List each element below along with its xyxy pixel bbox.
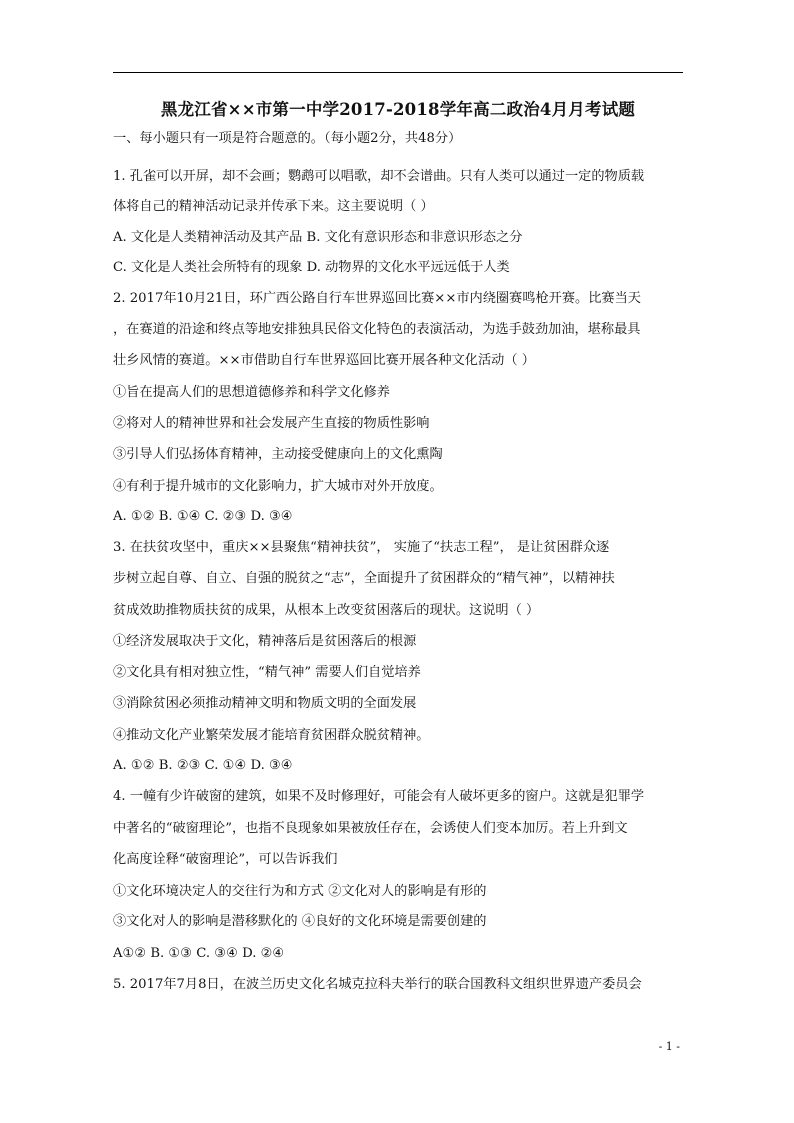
text-line: ①经济发展取决于文化，精神落后是贫困落后的根源	[113, 634, 417, 649]
text-line: A. 文化是人类精神活动及其产品 B. 文化有意识形态和非意识形态之分	[113, 230, 523, 245]
text-line: 中著名的“破窗理论”，也指不良现象如果被放任存在，会诱使人们变本加厉。若上升到文	[113, 821, 628, 836]
text-line: 3. 在扶贫攻坚中，重庆××县聚焦“精神扶贫”， 实施了“扶志工程”， 是让贫困群众逐	[113, 540, 610, 555]
text-line: ④推动文化产业繁荣发展才能培育贫困群众脱贫精神。	[113, 728, 430, 743]
text-line: ③引导人们弘扬体育精神，主动接受健康向上的文化熏陶	[113, 447, 443, 462]
page-number: - 1 -	[658, 1040, 680, 1053]
text-line: 步树立起自尊、自立、自强的脱贫之“志”，全面提升了贫困群众的“精气神”，以精神扶	[113, 571, 615, 586]
text-line: ④有利于提升城市的文化影响力，扩大城市对外开放度。	[113, 479, 443, 494]
text-line: 4. 一幢有少许破窗的建筑，如果不及时修理好，可能会有人破坏更多的窗户。这就是犯罪学	[113, 789, 645, 804]
text-line: ③消除贫困必须推动精神文明和物质文明的全面发展	[113, 696, 417, 711]
text-line: 体将自己的精神活动记录并传承下来。这主要说明（ ）	[113, 199, 434, 214]
text-line: C. 文化是人类社会所特有的现象 D. 动物界的文化水平远远低于人类	[113, 260, 510, 275]
header-rule	[113, 72, 683, 73]
text-line: 2. 2017年10月21日，环广西公路自行车世界巡回比赛××市内绕圈赛鸣枪开赛。比赛当天	[113, 291, 641, 306]
section-heading: 一、每小题只有一项是符合题意的。（每小题2分，共48分）	[113, 131, 462, 146]
text-line: A①② B. ①③ C. ③④ D. ②④	[113, 946, 285, 961]
text-line: 壮乡风情的赛道。××市借助自行车世界巡回比赛开展各种文化活动（ ）	[113, 353, 535, 368]
text-line: 贫成效助推物质扶贫的成果，从根本上改变贫困落后的现状。这说明（ ）	[113, 603, 540, 618]
exam-title: 黑龙江省××市第一中学2017-2018学年高二政治4月月考试题	[160, 100, 636, 119]
text-line: 1. 孔雀可以开屏，却不会画；鹦鹉可以唱歌，却不会谱曲。只有人类可以通过一定的物质载	[113, 169, 645, 184]
text-line: A. ①② B. ①④ C. ②③ D. ③④	[113, 509, 293, 524]
text-line: 化高度诠释“破窗理论”，可以告诉我们	[113, 852, 338, 867]
text-line: ，在赛道的沿途和终点等地安排独具民俗文化特色的表演活动，为选手鼓劲加油，堪称最具	[113, 322, 641, 337]
text-line: ①文化环境决定人的交往行为和方式 ②文化对人的影响是有形的	[113, 884, 487, 899]
text-line: ③文化对人的影响是潜移默化的 ④良好的文化环境是需要创建的	[113, 914, 487, 929]
text-line: 5. 2017年7月8日，在波兰历史文化名城克拉科夫举行的联合国教科文组织世界遗产委员会	[113, 977, 642, 992]
text-line: ①旨在提高人们的思想道德修养和科学文化修养	[113, 385, 390, 400]
text-line: ②文化具有相对独立性，“精气神” 需要人们自觉培养	[113, 665, 421, 680]
text-line: A. ①② B. ②③ C. ①④ D. ③④	[113, 758, 293, 773]
text-line: ②将对人的精神世界和社会发展产生直接的物质性影响	[113, 416, 430, 431]
